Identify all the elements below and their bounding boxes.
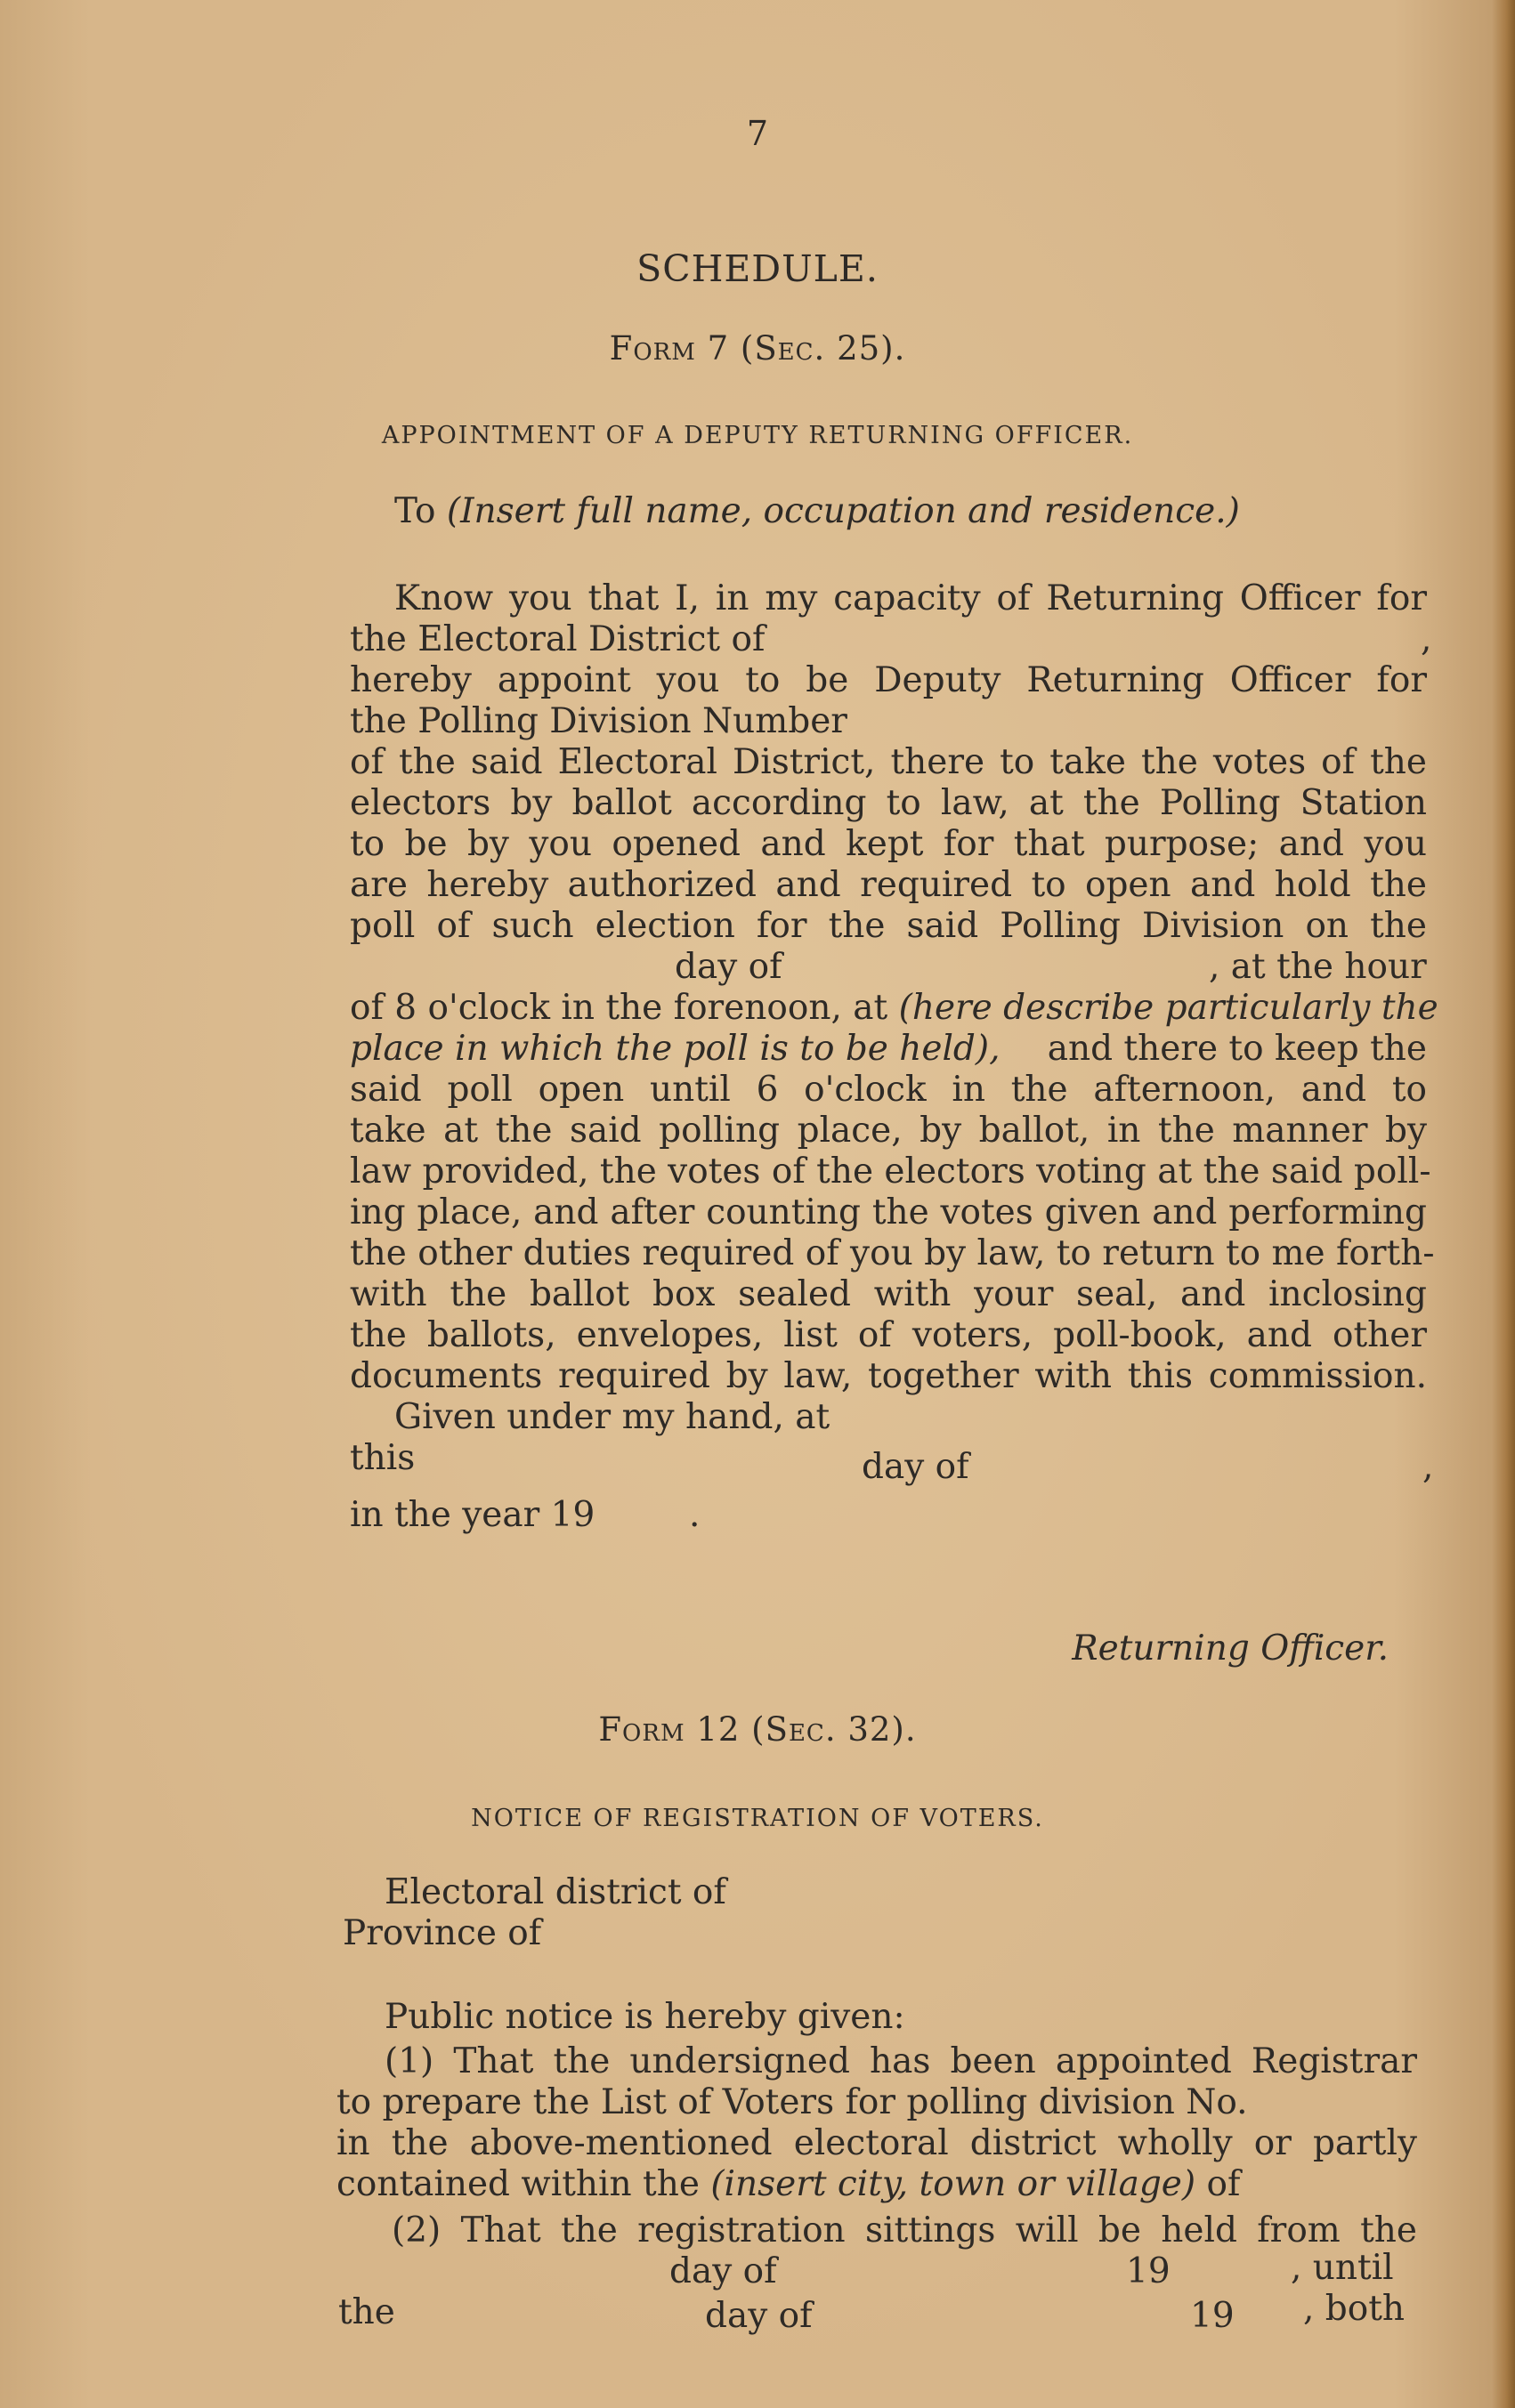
form12-heading: Form 12 (Sec. 32).: [598, 1710, 917, 1749]
form7-line-12-italic: place in which the poll is to be held),: [350, 1029, 1001, 1069]
form12-line-1: Public notice is hereby given:: [385, 1997, 905, 2037]
form7-line-5: of the said Electoral District, there to take the votes of the: [350, 742, 1427, 782]
form12-line-8-year: 19: [1190, 2296, 1235, 2336]
form7-line-12-text: and there to keep the: [1047, 1029, 1427, 1069]
form7-line-11-a: [350, 988, 1438, 1028]
form7-line-17: the other duties required of you by law, to return to me forth-: [350, 1233, 1435, 1273]
form7-title: APPOINTMENT OF A DEPUTY RETURNING OFFICER.: [381, 422, 1134, 449]
form12-line-8-both: , both: [1303, 2289, 1406, 2329]
form12-line-7-until: , until: [1291, 2248, 1394, 2288]
form7-line-3: hereby appoint you to be Deputy Returning Officer for: [350, 660, 1427, 700]
form7-line-4: the Polling Division Number: [350, 701, 847, 741]
form7-signature: Returning Officer.: [1072, 1628, 1389, 1669]
form7-line-20: documents required by law, together with this commission.: [350, 1356, 1427, 1396]
form7-line-2: the Electoral District of: [350, 619, 766, 659]
form7-line-7: to be by you opened and kept for that purpose; and you: [350, 824, 1427, 864]
form7-line-10-hour: , at the hour: [1209, 947, 1427, 987]
form12-line-5-italic: (insert city, town or village): [710, 2164, 1196, 2204]
form12-line-3: to prepare the List of Voters for polling division No.: [336, 2082, 1248, 2122]
form7-line-2-comma: ,: [1421, 619, 1432, 659]
form7-to-instruction: (Insert full name, occupation and residence.): [446, 491, 1240, 531]
form12-line-5-of: of: [1206, 2164, 1241, 2204]
form7-line-11-italic: (here describe particularly the: [898, 988, 1438, 1028]
form12-line-5-text: contained within the: [336, 2164, 700, 2204]
form12-title: NOTICE OF REGISTRATION OF VOTERS.: [471, 1805, 1044, 1832]
form7-line-10-dayof: day of: [675, 947, 782, 987]
form7-dayof: day of: [862, 1447, 969, 1487]
form7-heading: Form 7 (Sec. 25).: [609, 329, 906, 368]
form7-to-prefix: To: [394, 491, 436, 531]
form7-line-1: Know you that I, in my capacity of Returning Officer for: [394, 578, 1427, 618]
form12-line-7-dayof: day of: [669, 2251, 777, 2291]
form7-given-line: Given under my hand, at: [394, 1397, 830, 1437]
form7-line-14: take at the said polling place, by ballot, in the manner by: [350, 1111, 1427, 1151]
form7-line-19: the ballots, envelopes, list of voters, poll-book, and other: [350, 1315, 1427, 1355]
schedule-title: SCHEDULE.: [636, 247, 879, 290]
form12-line-5: [336, 2164, 1240, 2204]
form7-line-11-text: of 8 o'clock in the forenoon, at: [350, 988, 888, 1028]
form7-year-period: .: [689, 1495, 701, 1535]
form7-year: in the year 19: [350, 1495, 595, 1535]
form12-line-8-dayof: day of: [705, 2296, 813, 2336]
form12-line-4: in the above-mentioned electoral district wholly or partly: [336, 2123, 1417, 2163]
form12-province: Province of: [343, 1913, 542, 1953]
form7-line-18: with the ballot box sealed with your seal, and inclosing: [350, 1274, 1427, 1314]
form7-line-12: [350, 1029, 1427, 1069]
form7-to-line: [394, 491, 1240, 531]
form7-line-13: said poll open until 6 o'clock in the afternoon, and to: [350, 1070, 1427, 1110]
form7-this: this: [350, 1438, 416, 1478]
form7-line-6: electors by ballot according to law, at the Polling Station: [350, 783, 1427, 823]
form12-electoral-district: Electoral district of: [385, 1872, 726, 1912]
form7-line-15: law provided, the votes of the electors voting at the said poll-: [350, 1151, 1431, 1192]
form12-line-8-the: the: [338, 2292, 395, 2332]
form12-line-7-year: 19: [1126, 2251, 1171, 2291]
page-number: 7: [746, 114, 769, 153]
form7-line-16: ing place, and after counting the votes given and performing: [350, 1192, 1427, 1232]
form12-line-6: (2) That the registration sittings will be held from the: [392, 2210, 1417, 2250]
form7-line-9: poll of such election for the said Polling Division on the: [350, 906, 1427, 946]
form12-line-2: (1) That the undersigned has been appointed Registrar: [385, 2041, 1417, 2081]
form7-line-8: are hereby authorized and required to open and hold the: [350, 865, 1427, 905]
form7-dayof-comma: ,: [1422, 1447, 1434, 1487]
